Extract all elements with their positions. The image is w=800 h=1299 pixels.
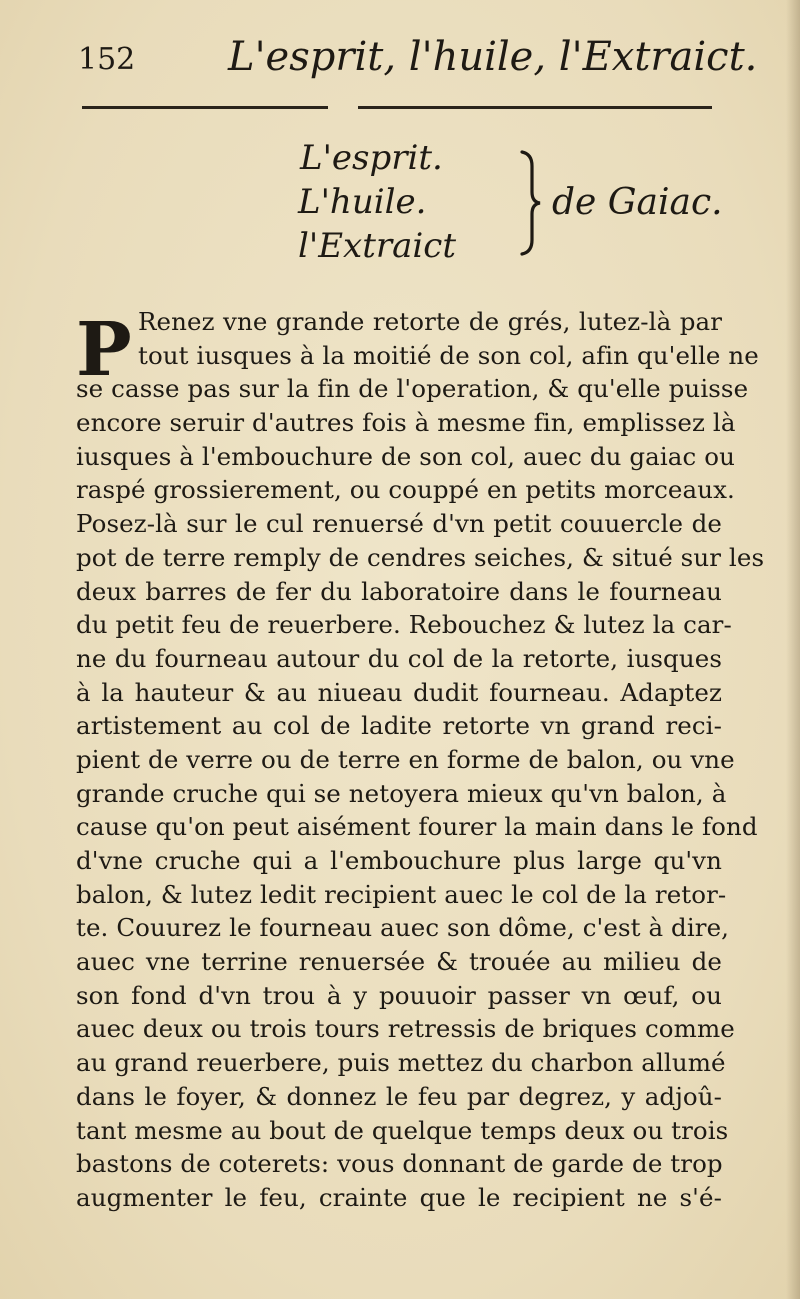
text-line: tant mesme au bout de quelque temps deux ou trois	[76, 1115, 729, 1145]
heading-line-esprit: L'esprit.	[300, 138, 443, 178]
text-line: Posez-là sur le cul renuersé d'vn petit couuercle de	[76, 509, 722, 539]
text-line: tout iusques à la moitié de son col, afin qu'elle ne	[138, 340, 759, 370]
text-line: grande cruche qui se netoyera mieux qu'vn balon, à	[76, 778, 727, 808]
text-line: pient de verre ou de terre en forme de balon, ou vne	[76, 744, 735, 774]
text-line: ne du fourneau autour du col de la retorte, iusques	[76, 643, 722, 673]
drop-cap: P	[76, 307, 132, 393]
text-line: iusques à l'embouchure de son col, auec du gaiac ou	[76, 441, 735, 471]
text-line: du petit feu de reuerbere. Rebouchez & lutez la car-	[76, 610, 732, 640]
page-number: 152	[78, 42, 136, 77]
text-line: deux barres de fer du laboratoire dans le fourneau	[76, 576, 722, 606]
text-line: à la hauteur & au niueau dudit fourneau. Adaptez	[76, 677, 722, 707]
text-line: d'vne cruche qui a l'embouchure plus large qu'vn	[76, 846, 722, 875]
text-line: bastons de coterets: vous donnant de garde de trop	[76, 1149, 723, 1179]
text-line: auec deux ou trois tours retressis de briques comme	[76, 1014, 735, 1044]
page-edge-shadow	[786, 0, 800, 1299]
running-head	[78, 30, 758, 90]
text-line: augmenter le feu, crainte que le recipient ne s'é-	[76, 1182, 722, 1212]
heading-line-extraict: l'Extraict	[298, 226, 456, 266]
text-line: raspé grossierement, ou couppé en petits morceaux.	[76, 475, 735, 505]
section-heading	[298, 138, 723, 278]
curly-brace-icon	[516, 148, 546, 258]
text-line: encore seruir d'autres fois à mesme fin, emplissez là	[76, 408, 736, 438]
text-line: artistement au col de ladite retorte vn grand reci-	[76, 711, 722, 741]
heading-line-huile: L'huile.	[298, 182, 427, 222]
header-rule-right	[358, 106, 712, 109]
text-line: balon, & lutez ledit recipient auec le col de la retor-	[76, 879, 727, 909]
header-rule-left	[82, 106, 328, 109]
text-line: auec vne terrine renuersée & trouée au milieu de	[76, 947, 722, 977]
text-line: cause qu'on peut aisément fourer la main dans le fond	[76, 812, 758, 842]
text-line: Renez vne grande retorte de grés, lutez-là par	[138, 307, 722, 336]
running-title: L'esprit, l'huile, l'Extraict.	[228, 34, 758, 80]
text-line: se casse pas sur la fin de l'operation, & qu'elle puisse	[76, 374, 749, 404]
heading-subject: de Gaiac.	[552, 182, 723, 223]
text-line: au grand reuerbere, puis mettez du charbon allumé	[76, 1048, 726, 1078]
text-line: te. Couurez le fourneau auec son dôme, c'est à dire,	[76, 913, 730, 943]
text-line: pot de terre remply de cendres seiches, & situé sur les	[76, 542, 765, 572]
body-paragraph	[76, 305, 765, 1215]
text-line: dans le foyer, & donnez le feu par degrez, y adjoû-	[76, 1081, 722, 1111]
text-line: son fond d'vn trou à y pouuoir passer vn œuf, ou	[76, 980, 722, 1010]
